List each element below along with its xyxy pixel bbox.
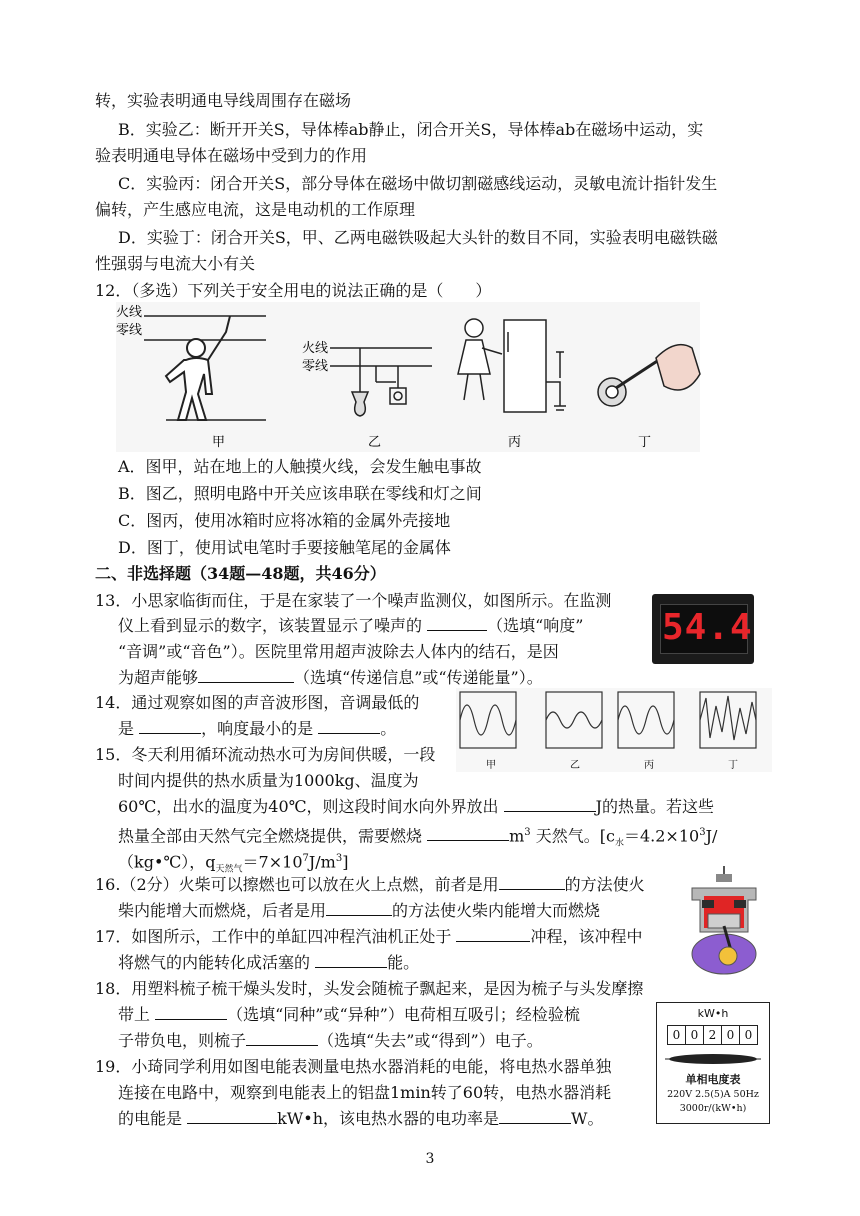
wave-label-bing: 丙	[644, 760, 654, 771]
test-pen-figure-icon	[598, 345, 700, 406]
q17-line1: 17．如图所示，工作中的单缸四冲程汽油机正处于 冲程，该冲程中	[95, 924, 642, 950]
wave-label-jia: 甲	[486, 760, 496, 771]
wave-label-yi: 乙	[570, 760, 580, 771]
meter-unit: kW•h	[697, 1007, 729, 1020]
q17-blank2[interactable]	[315, 950, 387, 968]
q18-blank1[interactable]	[155, 1002, 227, 1020]
q11-option-c-cont: 偏转，产生感应电流，这是电动机的工作原理	[95, 200, 416, 219]
q16-line2: 柴内能增大而燃烧，后者是用 的方法使火柴内能增大而燃烧	[118, 898, 600, 924]
q15-line4: 热量全部由天然气完全燃烧提供，需要燃烧 $m^3$ 天然气。[$c_水=4.2\times 10^3J/$	[118, 820, 717, 857]
q14-line2: 是 ，响度最小的是 。	[118, 716, 396, 742]
q11-option-d: D．实验丁：闭合开关S，甲、乙两电磁铁吸起大头针的数目不同，实验表明电磁铁磁	[118, 228, 718, 247]
q12-option-b: B．图乙，照明电路中开关应该串联在零线和灯之间	[118, 484, 482, 503]
q12-option-a: A．图甲，站在地上的人触摸火线，会发生触电事故	[118, 457, 482, 476]
person-figure-icon	[166, 316, 230, 420]
q11-option-c: C．实验丙：闭合开关S，部分导体在磁场中做切割磁感线运动，灵敏电流计指针发生	[118, 174, 718, 193]
figure-label-bing: 丙	[508, 435, 522, 450]
q15-line2: 时间内提供的热水质量为1000kg、温度为	[118, 771, 419, 790]
q15-blank2[interactable]	[427, 823, 509, 841]
q18-line3: 子带负电，则梳子 （选填“失去”或“得到”）电子。	[118, 1028, 543, 1054]
q13-line2: 仪上看到显示的数字，该装置显示了噪声的 （选填“响度”	[118, 613, 583, 639]
q14-line1: 14．通过观察如图的声音波形图，音调最低的	[95, 693, 420, 712]
q13-blank2[interactable]	[198, 665, 294, 683]
q11-line: 转，实验表明通电导线周围存在磁场	[95, 91, 352, 110]
safety-figure	[116, 302, 700, 452]
q15-line3: 60℃，出水的温度为40℃，则这段时间水向外界放出 J的热量。若这些	[118, 794, 714, 820]
q17-blank1[interactable]	[456, 924, 530, 942]
q16-blank1[interactable]	[499, 872, 565, 890]
figure-label-yi: 乙	[368, 435, 382, 450]
meter-digit: 0	[667, 1025, 686, 1045]
wave-label-ding: 丁	[728, 760, 738, 771]
waveform-figure	[456, 688, 772, 772]
meter-digit: 0	[740, 1025, 758, 1045]
meter-disc-icon	[665, 1051, 761, 1067]
figure-label-jia: 甲	[212, 435, 226, 450]
figure-label-ding: 丁	[638, 435, 652, 450]
q16-blank2[interactable]	[326, 898, 392, 916]
q18-line1: 18．用塑料梳子梳干燥头发时，头发会随梳子飘起来，是因为梳子与头发摩擦	[95, 979, 644, 998]
noise-monitor-display	[652, 594, 754, 664]
q16-line1: 16.（2分）火柴可以擦燃也可以放在火上点燃，前者是用 的方法使火	[95, 872, 645, 898]
q12-stem: 12．（多选）下列关于安全用电的说法正确的是（ ）	[95, 281, 492, 300]
meter-digit: 2	[704, 1025, 722, 1045]
q18-line2: 带上 （选填“同种”或“异种”）电荷相互吸引；经检验梳	[118, 1002, 580, 1028]
q13-line4: 为超声能够 （选填“传递信息”或“传递能量”）。	[118, 665, 543, 691]
q19-blank1[interactable]	[187, 1106, 277, 1124]
meter-digit: 0	[722, 1025, 740, 1045]
q15-line5: （kg•℃），$q_{天然气}=7\times 10^7J/m^3$]	[118, 852, 349, 875]
q18-blank2[interactable]	[246, 1028, 318, 1046]
meter-name: 单相电度表	[685, 1073, 741, 1086]
meter-spec1: 220V 2.5(5)A 50Hz	[667, 1089, 759, 1100]
q14-blank1[interactable]	[139, 716, 201, 734]
energy-meter	[656, 1002, 770, 1124]
engine-figure	[686, 866, 762, 978]
svg-text:火线: 火线	[302, 341, 329, 356]
q11-option-b-cont: 验表明通电导体在磁场中受到力的作用	[95, 146, 368, 165]
q11-option-d-cont: 性强弱与电流大小有关	[95, 254, 256, 273]
q11-option-b: B．实验乙：断开开关S，导体棒ab静止，闭合开关S，导体棒ab在磁场中运动，实	[118, 120, 704, 139]
q19-line3: 的电能是 kW•h，该电热水器的电功率是 W。	[118, 1106, 603, 1132]
meter-digit: 0	[686, 1025, 704, 1045]
meter-spec2: 3000r/(kW•h)	[679, 1103, 747, 1114]
meter-digits	[667, 1025, 758, 1045]
q12-option-c: C．图丙，使用冰箱时应将冰箱的金属外壳接地	[118, 511, 451, 530]
svg-text:零线: 零线	[302, 359, 329, 374]
q19-blank2[interactable]	[499, 1106, 571, 1124]
section-heading: 二、非选择题（34题—48题，共46分）	[95, 564, 386, 583]
q13-blank1[interactable]	[427, 613, 487, 631]
q19-line2: 连接在电路中，观察到电能表上的铝盘1min转了60转，电热水器消耗	[118, 1083, 612, 1102]
q13-line1: 13．小思家临街而住，于是在家装了一个噪声监测仪，如图所示。在监测	[95, 591, 612, 610]
neutral-wire-label: 零线	[116, 323, 143, 338]
refrigerator-figure-icon	[458, 319, 566, 412]
q14-blank2[interactable]	[318, 716, 380, 734]
q19-line1: 19．小琦同学利用如图电能表测量电热水器消耗的电能，将电热水器单独	[95, 1057, 612, 1076]
q13-line3: “音调”或“音色”）。医院里常用超声波除去人体内的结石，是因	[118, 642, 559, 661]
page-number: 3	[425, 1151, 435, 1167]
q15-line1: 15．冬天利用循环流动热水可为房间供暖，一段	[95, 745, 436, 764]
live-wire-label: 火线	[116, 305, 143, 320]
noise-reading: 54.4	[662, 607, 753, 648]
q15-blank1[interactable]	[504, 794, 596, 812]
q12-option-d: D．图丁，使用试电笔时手要接触笔尾的金属体	[118, 538, 451, 557]
q17-line2: 将燃气的内能转化成活塞的 能。	[118, 950, 419, 976]
lamp-switch-circuit	[352, 348, 406, 416]
